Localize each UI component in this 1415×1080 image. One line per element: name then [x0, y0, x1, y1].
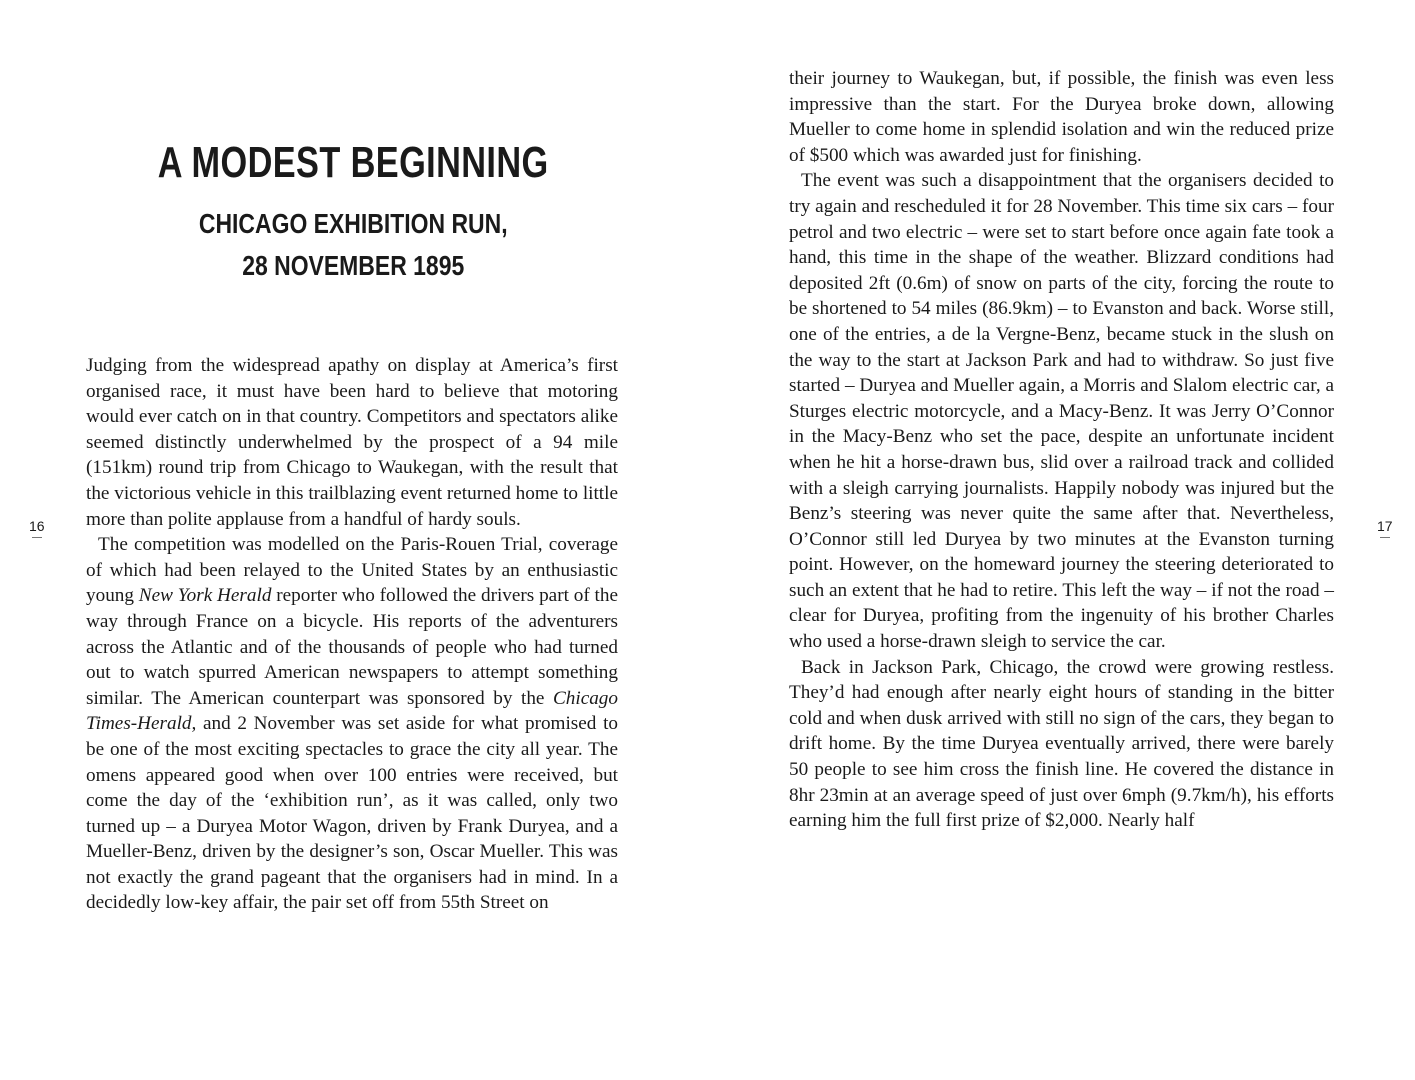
- right-page: [707, 0, 1415, 1080]
- page-number-right-text: 17: [1377, 518, 1393, 534]
- newspaper-title-new-york-herald: New York Herald: [138, 585, 272, 607]
- chapter-title: A MODEST BEGINNING: [157, 138, 549, 187]
- left-paragraph-2-part-e: and 2 November was set aside for what promised to be one of the most exciting spectacles to grace the city all year. The omens appeared good when over 100 entries were received, but come the day of the ‘exhibition run’, as it was called, only two turned up – a Duryea Motor Wagon, driven by Frank Duryea, and a Mueller-Benz, driven by the designer’s son, Oscar Mueller. This was not exactly the grand pageant that the organisers had in mind. In a decidedly low-key affair, the pair set off from 55th Street on: [86, 713, 618, 914]
- right-body-text: [789, 66, 1334, 834]
- left-paragraph-1: Judging from the widespread apathy on display at America’s first organised race, it must have been hard to believe that motoring would ever catch on in that country. Competitors and spectators alike seemed distinctly underwhelmed by the prospect of a 94 mile (151km) round trip from Chicago to Waukegan, with the result that the victorious vehicle in this trailblazing event returned home to little more than polite applause from a handful of hardy souls.: [86, 355, 618, 530]
- left-body-text: [86, 353, 618, 916]
- left-page: [0, 0, 707, 1080]
- chapter-subtitle-line2: 28 NOVEMBER 1895: [242, 250, 465, 281]
- page-number-left: [29, 518, 45, 538]
- page-number-right: [1377, 518, 1393, 538]
- page-number-left-text: 16: [29, 518, 45, 534]
- page-number-rule-right: [1380, 537, 1390, 538]
- left-paragraph-2-part-c: reporter who followed the drivers part of the way through France on a bicycle. His reports of the adventurers across the Atlantic and of the thousands of people who had turned out to watch spurred American newspapers to attempt something similar. The American counterpart was sponsored by the: [86, 585, 618, 709]
- right-paragraph-1: their journey to Waukegan, but, if possible, the finish was even less impressive than the start. For the Duryea broke down, allowing Mueller to come home in splendid isolation and win the reduced prize of $500 which was awarded just for finishing.: [789, 68, 1334, 166]
- newspaper-title-chicago-times-herald: Chicago Times-Herald,: [86, 687, 618, 735]
- left-paragraph-2-part-a: The competition was modelled on the Paris-Rouen Trial, coverage of which had been relayed to the United States by an enthusiastic young: [86, 534, 618, 607]
- left-paragraph-2: [86, 532, 618, 916]
- chapter-subtitle-line1: CHICAGO EXHIBITION RUN,: [198, 208, 508, 239]
- page-number-rule-left: [32, 537, 42, 538]
- right-paragraph-3: Back in Jackson Park, Chicago, the crowd were growing restless. They’d had enough after nearly eight hours of standing in the bitter cold and when dusk arrived with still no sign of the cars, they began to drift home. By the time Duryea eventually arrived, there were barely 50 people to see him cross the finish line. He covered the distance in 8hr 23min at an average speed of just over 6mph (9.7km/h), his efforts earning him the full first prize of $2,000. Nearly half: [789, 656, 1334, 832]
- right-paragraph-2: The event was such a disappointment that the organisers decided to try again and rescheduled it for 28 November. This time six cars – four petrol and two electric – were set to start before once again fate took a hand, this time in the shape of the weather. Blizzard conditions had deposited 2ft (0.6m) of snow on parts of the city, forcing the route to be shortened to 54 miles (86.9km) – to Evanston and back. Worse still, one of the entries, a de la Vergne-Benz, became stuck in the slush on the way to the start at Jackson Park and had to withdraw. So just five started – Duryea and Mueller again, a Morris and Slalom electric car, a Sturges electric motorcycle, and a Macy-Benz. It was Jerry O’Connor in the Macy-Benz who set the pace, despite an unfortunate incident when he hit a horse-drawn bus, slid over a railroad track and collided with a sleigh carrying journalists. Happily nobody was injured but the Benz’s steering was never quite the same after that. Nevertheless, O’Connor still led Duryea by two minutes at the Evanston turning point. However, on the homeward journey the steering deteriorated to such an extent that he had to retire. This left the way – if not the road – clear for Duryea, profiting from the ingenuity of his brother Charles who used a horse-drawn sleigh to service the car.: [789, 170, 1334, 653]
